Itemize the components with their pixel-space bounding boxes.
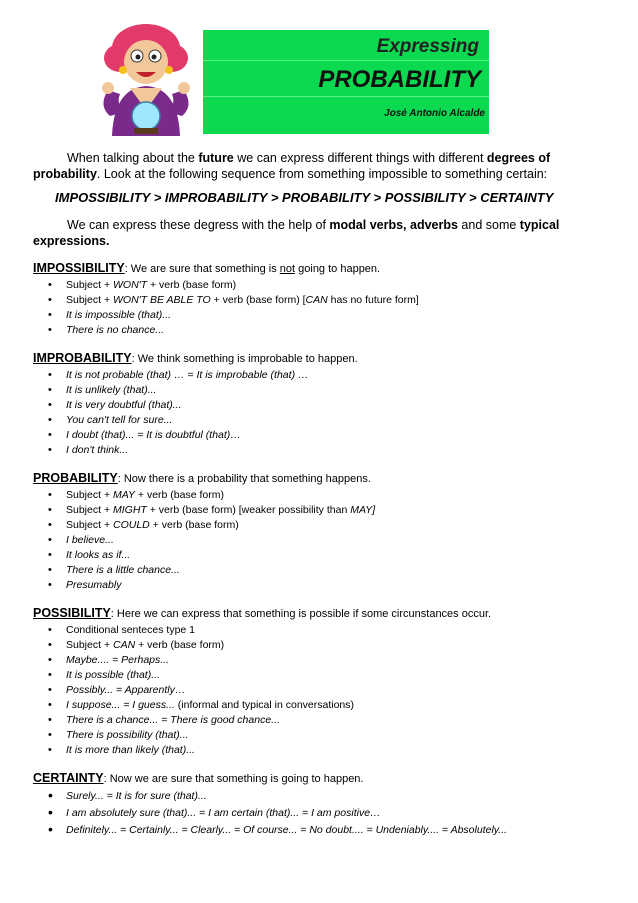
title-probability: PROBABILITY — [318, 66, 481, 93]
improbability-list — [33, 368, 608, 458]
certainty-list — [33, 788, 608, 839]
list-item: • Subject + MIGHT + verb (base form) [weaker possibility than MAY] — [33, 503, 608, 518]
list-item: • You can't tell for sure... — [33, 413, 608, 428]
list-item: • I suppose... = I guess... (informal and typical in conversations) — [33, 698, 608, 713]
list-item: • Subject + COULD + verb (base form) — [33, 518, 608, 533]
intro-paragraph-2: We can express these degress with the help of modal verbs, adverbs and some typical expressions. — [33, 218, 560, 248]
author-name: José Antonio Alcalde — [384, 108, 485, 119]
certainty-heading: CERTAINTY: Now we are sure that something is going to happen. — [33, 771, 364, 785]
list-item: • Subject + WON'T + verb (base form) — [33, 278, 608, 293]
list-item: • There is a little chance... — [33, 563, 608, 578]
possibility-list — [33, 623, 608, 758]
list-item: • It is unlikely (that)... — [33, 383, 608, 398]
list-item: • It is impossible (that)... — [33, 308, 608, 323]
probability-list — [33, 488, 608, 593]
list-item: • Definitely... = Certainly... = Clearly... = Of course... = No doubt.... = Undeniably.... = Absolutely... — [33, 822, 608, 839]
list-item: • I am absolutely sure (that)... = I am certain (that)... = I am positive… — [33, 805, 608, 822]
list-item: • It is possible (that)... — [33, 668, 608, 683]
impossibility-heading: IMPOSSIBILITY: We are sure that something is not going to happen. — [33, 261, 381, 275]
list-item: • Subject + WON'T BE ABLE TO + verb (base form) [CAN has no future form] — [33, 293, 608, 308]
list-item: • Possibly... = Apparently… — [33, 683, 608, 698]
list-item: • There is a chance... = There is good chance... — [33, 713, 608, 728]
list-item: • Subject + CAN + verb (base form) — [33, 638, 608, 653]
impossibility-list — [33, 278, 608, 338]
list-item: • I doubt (that)... = It is doubtful (that)… — [33, 428, 608, 443]
list-item: • Surely... = It is for sure (that)... — [33, 788, 608, 805]
list-item: • There is possibility (that)... — [33, 728, 608, 743]
fortune-teller-illustration — [90, 18, 202, 136]
list-item: • Conditional senteces type 1 — [33, 623, 608, 638]
title-expressing: Expressing — [376, 36, 479, 57]
list-item: • I believe... — [33, 533, 608, 548]
probability-scale: IMPOSSIBILITY > IMPROBABILITY > PROBABILITY > POSSIBILITY > CERTAINTY — [55, 190, 554, 205]
list-item: • It is more than likely (that)... — [33, 743, 608, 758]
list-item: • There is no chance... — [33, 323, 608, 338]
list-item: • I don't think... — [33, 443, 608, 458]
document-body — [33, 150, 608, 839]
list-item: • It is not probable (that) … = It is improbable (that) … — [33, 368, 608, 383]
list-item: • It is very doubtful (that)... — [33, 398, 608, 413]
possibility-heading: POSSIBILITY: Here we can express that something is possible if some circunstances occur. — [33, 606, 492, 620]
list-item: • Maybe.... = Perhaps... — [33, 653, 608, 668]
improbability-heading: IMPROBABILITY: We think something is improbable to happen. — [33, 351, 358, 365]
title-banner — [203, 30, 489, 134]
list-item: • It looks as if... — [33, 548, 608, 563]
list-item: • Subject + MAY + verb (base form) — [33, 488, 608, 503]
list-item: • Presumably — [33, 578, 608, 593]
probability-heading: PROBABILITY: Now there is a probability that something happens. — [33, 471, 371, 485]
intro-paragraph-1: When talking about the future we can express different things with different degrees of probability. Look at the following sequence from something impossible to something certain: — [33, 151, 551, 181]
